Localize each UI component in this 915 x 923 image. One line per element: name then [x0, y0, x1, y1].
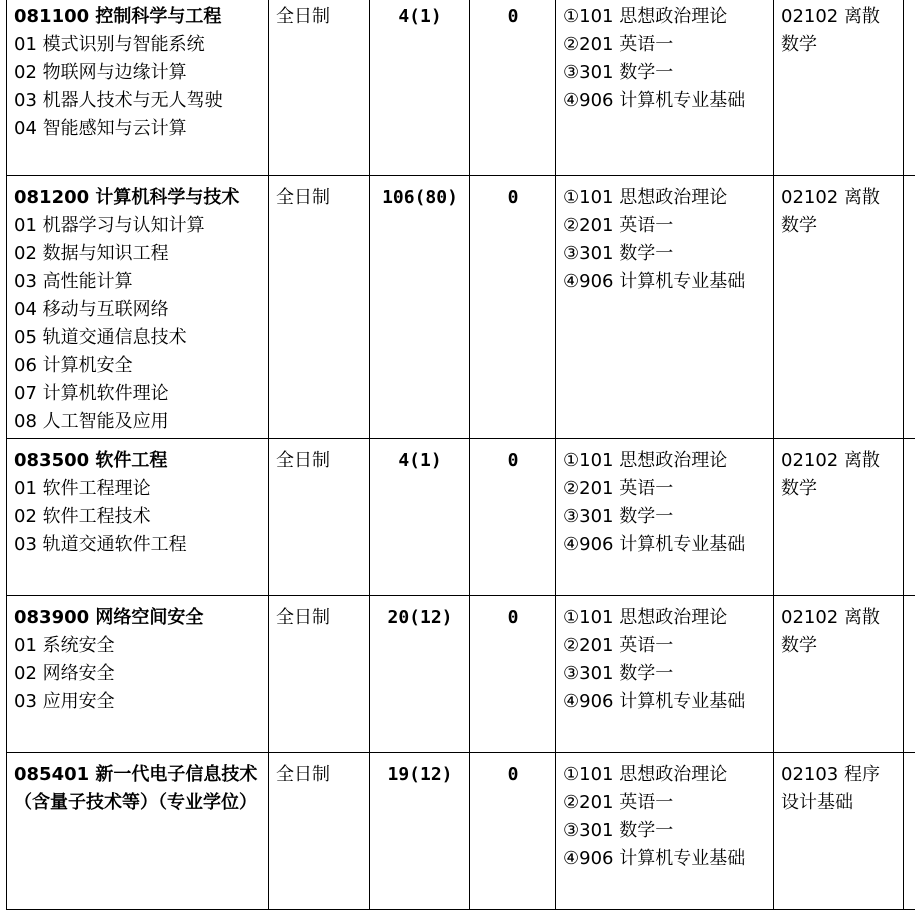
- major-cell: [7, 596, 269, 753]
- exempt-cell: [470, 0, 556, 176]
- enrollment-count: 4(1): [398, 450, 442, 471]
- enrollment-count: 19(12): [387, 764, 453, 785]
- table-row: [7, 176, 915, 439]
- exam-subjects-cell: [556, 176, 774, 439]
- exam-subject: ①101 思想政治理论: [563, 187, 728, 208]
- exam-subject: ④906 计算机专业基础: [563, 271, 746, 292]
- research-direction: 05 轨道交通信息技术: [14, 327, 187, 348]
- extra-exam-cell: [774, 0, 904, 176]
- exempt-count: 0: [507, 607, 519, 628]
- major-cell: [7, 0, 269, 176]
- exam-subject: ③301 数学一: [563, 506, 674, 527]
- research-direction: 03 机器人技术与无人驾驶: [14, 90, 223, 111]
- trailing-cell: [904, 596, 915, 753]
- research-direction: 02 数据与知识工程: [14, 243, 169, 264]
- exempt-cell: [470, 753, 556, 910]
- research-direction: 02 软件工程技术: [14, 506, 151, 527]
- extra-exam-cell: [774, 596, 904, 753]
- exempt-cell: [470, 439, 556, 596]
- additional-exam-subject: 02102 离散数学: [781, 187, 880, 236]
- exempt-count: 0: [507, 450, 519, 471]
- study-mode: 全日制: [276, 6, 330, 27]
- exempt-cell: [470, 596, 556, 753]
- major-title: 081200 计算机科学与技术: [14, 187, 240, 208]
- additional-exam-subject: 02102 离散数学: [781, 607, 880, 656]
- exempt-count: 0: [507, 187, 519, 208]
- major-cell: [7, 439, 269, 596]
- additional-exam-subject: 02102 离散数学: [781, 450, 880, 499]
- exam-subject: ③301 数学一: [563, 62, 674, 83]
- exam-subject: ④906 计算机专业基础: [563, 848, 746, 869]
- exam-subject: ③301 数学一: [563, 243, 674, 264]
- trailing-cell: [904, 0, 915, 176]
- exempt-count: 0: [507, 6, 519, 27]
- additional-exam-subject: 02102 离散数学: [781, 6, 880, 55]
- major-cell: [7, 176, 269, 439]
- exam-subjects-cell: [556, 596, 774, 753]
- exempt-count: 0: [507, 764, 519, 785]
- trailing-cell: [904, 439, 915, 596]
- exempt-cell: [470, 176, 556, 439]
- research-direction: 04 移动与互联网络: [14, 299, 169, 320]
- major-title: 085401 新一代电子信息技术（含量子技术等）（专业学位）: [14, 764, 258, 813]
- study-mode: 全日制: [276, 764, 330, 785]
- research-direction: 02 网络安全: [14, 663, 115, 684]
- exam-subjects-cell: [556, 753, 774, 910]
- exam-subject: ④906 计算机专业基础: [563, 90, 746, 111]
- exam-subject: ②201 英语一: [563, 635, 674, 656]
- major-cell: [7, 753, 269, 910]
- research-direction: 07 计算机软件理论: [14, 383, 169, 404]
- study-mode-cell: [269, 176, 370, 439]
- exam-subject: ④906 计算机专业基础: [563, 691, 746, 712]
- exam-subjects-cell: [556, 439, 774, 596]
- study-mode-cell: [269, 596, 370, 753]
- enrollment-count: 4(1): [398, 6, 442, 27]
- research-direction: 01 模式识别与智能系统: [14, 34, 205, 55]
- additional-exam-subject: 02103 程序设计基础: [781, 764, 880, 813]
- research-direction: 01 机器学习与认知计算: [14, 215, 205, 236]
- trailing-cell: [904, 176, 915, 439]
- major-title: 083900 网络空间安全: [14, 607, 204, 628]
- study-mode-cell: [269, 753, 370, 910]
- exam-subject: ②201 英语一: [563, 215, 674, 236]
- exam-subjects-cell: [556, 0, 774, 176]
- enrollment-cell: [370, 176, 470, 439]
- extra-exam-cell: [774, 439, 904, 596]
- enrollment-count: 106(80): [382, 187, 458, 208]
- exam-subject: ④906 计算机专业基础: [563, 534, 746, 555]
- study-mode-cell: [269, 0, 370, 176]
- study-mode: 全日制: [276, 607, 330, 628]
- exam-subject: ①101 思想政治理论: [563, 764, 728, 785]
- enrollment-cell: [370, 753, 470, 910]
- major-title: 081100 控制科学与工程: [14, 6, 222, 27]
- exam-subject: ③301 数学一: [563, 663, 674, 684]
- table-row: [7, 439, 915, 596]
- exam-subject: ②201 英语一: [563, 792, 674, 813]
- enrollment-count: 20(12): [387, 607, 453, 628]
- research-direction: 01 软件工程理论: [14, 478, 151, 499]
- exam-subject: ②201 英语一: [563, 34, 674, 55]
- exam-subject: ②201 英语一: [563, 478, 674, 499]
- exam-subject: ①101 思想政治理论: [563, 607, 728, 628]
- exam-subject: ①101 思想政治理论: [563, 450, 728, 471]
- extra-exam-cell: [774, 176, 904, 439]
- research-direction: 02 物联网与边缘计算: [14, 62, 187, 83]
- trailing-cell: [904, 753, 915, 910]
- program-table: [6, 0, 915, 910]
- table-row: [7, 753, 915, 910]
- table-row: [7, 0, 915, 176]
- research-direction: 06 计算机安全: [14, 355, 133, 376]
- exam-subject: ③301 数学一: [563, 820, 674, 841]
- study-mode: 全日制: [276, 187, 330, 208]
- enrollment-cell: [370, 439, 470, 596]
- research-direction: 04 智能感知与云计算: [14, 118, 187, 139]
- research-direction: 03 轨道交通软件工程: [14, 534, 187, 555]
- research-direction: 03 应用安全: [14, 691, 115, 712]
- table-row: [7, 596, 915, 753]
- research-direction: 03 高性能计算: [14, 271, 133, 292]
- major-title: 083500 软件工程: [14, 450, 168, 471]
- enrollment-cell: [370, 596, 470, 753]
- study-mode: 全日制: [276, 450, 330, 471]
- research-direction: 08 人工智能及应用: [14, 411, 169, 432]
- enrollment-cell: [370, 0, 470, 176]
- exam-subject: ①101 思想政治理论: [563, 6, 728, 27]
- study-mode-cell: [269, 439, 370, 596]
- extra-exam-cell: [774, 753, 904, 910]
- research-direction: 01 系统安全: [14, 635, 115, 656]
